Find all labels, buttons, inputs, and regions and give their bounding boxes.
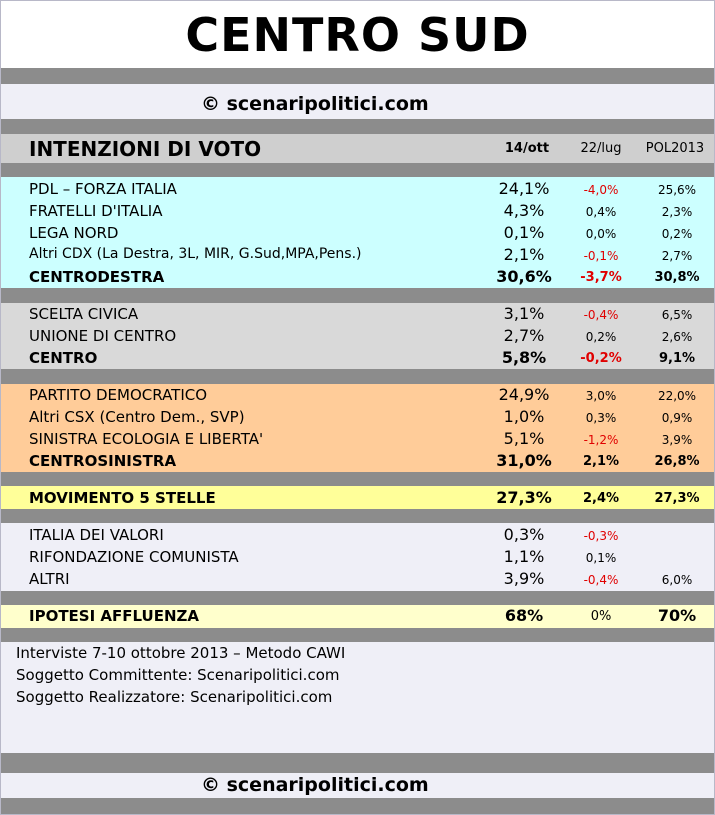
party-label: ITALIA DEI VALORI [29, 526, 164, 544]
table-header [1, 134, 714, 163]
value-pol2013: 6,5% [661, 308, 693, 322]
value-current: 5,8% [501, 348, 547, 367]
value-current: 1,0% [503, 407, 545, 426]
value-pol2013: 0,9% [661, 411, 693, 425]
note-interviews: Interviste 7-10 ottobre 2013 – Metodo CAWI [16, 644, 346, 662]
value-current: 3,1% [503, 304, 545, 323]
group-total-row [1, 347, 714, 369]
site-credit-top: © scenaripolitici.com [201, 93, 429, 115]
value-current: 27,3% [496, 488, 552, 507]
party-label: Altri CSX (Centro Dem., SVP) [29, 408, 245, 426]
value-pol2013: 27,3% [654, 491, 700, 506]
table-row [1, 200, 714, 222]
header-label: INTENZIONI DI VOTO [29, 137, 262, 161]
value-pol2013: 30,8% [654, 270, 700, 285]
value-current: 1,1% [503, 547, 545, 566]
party-label: RIFONDAZIONE COMUNISTA [29, 548, 239, 566]
value-change: 0,4% [585, 205, 617, 219]
value-change: 3,0% [585, 389, 617, 403]
column-header-14ott: 14/ott [504, 141, 550, 156]
party-label: ALTRI [29, 570, 70, 588]
column-header-22lug: 22/lug [580, 141, 622, 156]
party-label: PARTITO DEMOCRATICO [29, 386, 208, 404]
value-current: 24,9% [498, 385, 550, 404]
value-current: 30,6% [496, 267, 552, 286]
value-change: -0,2% [580, 351, 622, 366]
divider [1, 163, 714, 177]
value-current: 3,9% [503, 569, 545, 588]
table-row [1, 524, 714, 546]
value-pol2013: 3,9% [661, 433, 693, 447]
group-total-label: CENTRO [29, 349, 98, 367]
value-change: 2,1% [582, 454, 620, 469]
value-current: 5,1% [503, 429, 545, 448]
divider [1, 288, 714, 303]
divider [1, 119, 714, 134]
value-change: 0,2% [585, 330, 617, 344]
value-current: 24,1% [498, 179, 550, 198]
group-total-row [1, 450, 714, 472]
site-credit-bottom: © scenaripolitici.com [201, 774, 429, 796]
divider [1, 798, 714, 814]
group-total-row [1, 266, 714, 288]
value-current: 0,3% [503, 525, 545, 544]
divider [1, 369, 714, 384]
value-current: 68% [504, 606, 544, 625]
table-row [1, 428, 714, 450]
value-change: 0,0% [585, 227, 617, 241]
value-current: 0,1% [503, 223, 545, 242]
table-row [1, 303, 714, 325]
value-current: 4,3% [503, 201, 545, 220]
table-row [1, 384, 714, 406]
value-pol2013: 9,1% [658, 351, 696, 366]
value-change: -0,3% [583, 529, 619, 543]
value-change: 0,1% [585, 551, 617, 565]
value-pol2013: 6,0% [661, 573, 693, 587]
value-change: 0% [590, 609, 612, 624]
party-label: SINISTRA ECOLOGIA E LIBERTA' [29, 430, 264, 448]
page-title: CENTRO SUD [1, 1, 714, 68]
group-total-label: MOVIMENTO 5 STELLE [29, 489, 216, 507]
party-label: UNIONE DI CENTRO [29, 327, 177, 345]
table-row [1, 222, 714, 244]
column-header-pol2013: POL2013 [645, 141, 705, 156]
value-pol2013: 26,8% [654, 454, 700, 469]
divider [1, 753, 714, 773]
value-pol2013: 2,3% [661, 205, 693, 219]
value-change: -0,4% [583, 308, 619, 322]
table-row [1, 568, 714, 590]
table-row [1, 406, 714, 428]
divider [1, 628, 714, 642]
party-label: PDL – FORZA ITALIA [29, 180, 177, 198]
value-pol2013: 2,7% [661, 249, 693, 263]
table-row [1, 244, 714, 266]
value-pol2013: 22,0% [657, 389, 697, 403]
party-label: LEGA NORD [29, 224, 119, 242]
divider [1, 68, 714, 84]
group-total-label: IPOTESI AFFLUENZA [29, 607, 200, 625]
value-current: 31,0% [496, 451, 552, 470]
group-total-row [1, 605, 714, 627]
group-total-label: CENTROSINISTRA [29, 452, 177, 470]
table-row [1, 546, 714, 568]
value-current: 2,7% [503, 326, 545, 345]
note-realizzatore: Soggetto Realizzatore: Scenaripolitici.com [16, 688, 333, 706]
value-change: -3,7% [580, 270, 622, 285]
value-pol2013: 2,6% [661, 330, 693, 344]
value-change: -0,4% [583, 573, 619, 587]
value-pol2013: 0,2% [661, 227, 693, 241]
value-change: 0,3% [585, 411, 617, 425]
party-label: SCELTA CIVICA [29, 305, 139, 323]
value-pol2013: 25,6% [657, 183, 697, 197]
table-row [1, 178, 714, 200]
note-committente: Soggetto Committente: Scenaripolitici.com [16, 666, 340, 684]
value-pol2013: 70% [657, 606, 697, 625]
group-total-row [1, 487, 714, 509]
divider [1, 509, 714, 523]
divider [1, 472, 714, 486]
value-change: -0,1% [583, 249, 619, 263]
group-total-label: CENTRODESTRA [29, 268, 165, 286]
table-row [1, 325, 714, 347]
divider [1, 591, 714, 605]
value-current: 2,1% [503, 245, 545, 264]
value-change: -4,0% [583, 183, 619, 197]
party-label: FRATELLI D'ITALIA [29, 202, 163, 220]
value-change: 2,4% [582, 491, 620, 506]
party-label: Altri CDX (La Destra, 3L, MIR, G.Sud,MPA,Pens.) [29, 246, 362, 262]
value-change: -1,2% [583, 433, 619, 447]
